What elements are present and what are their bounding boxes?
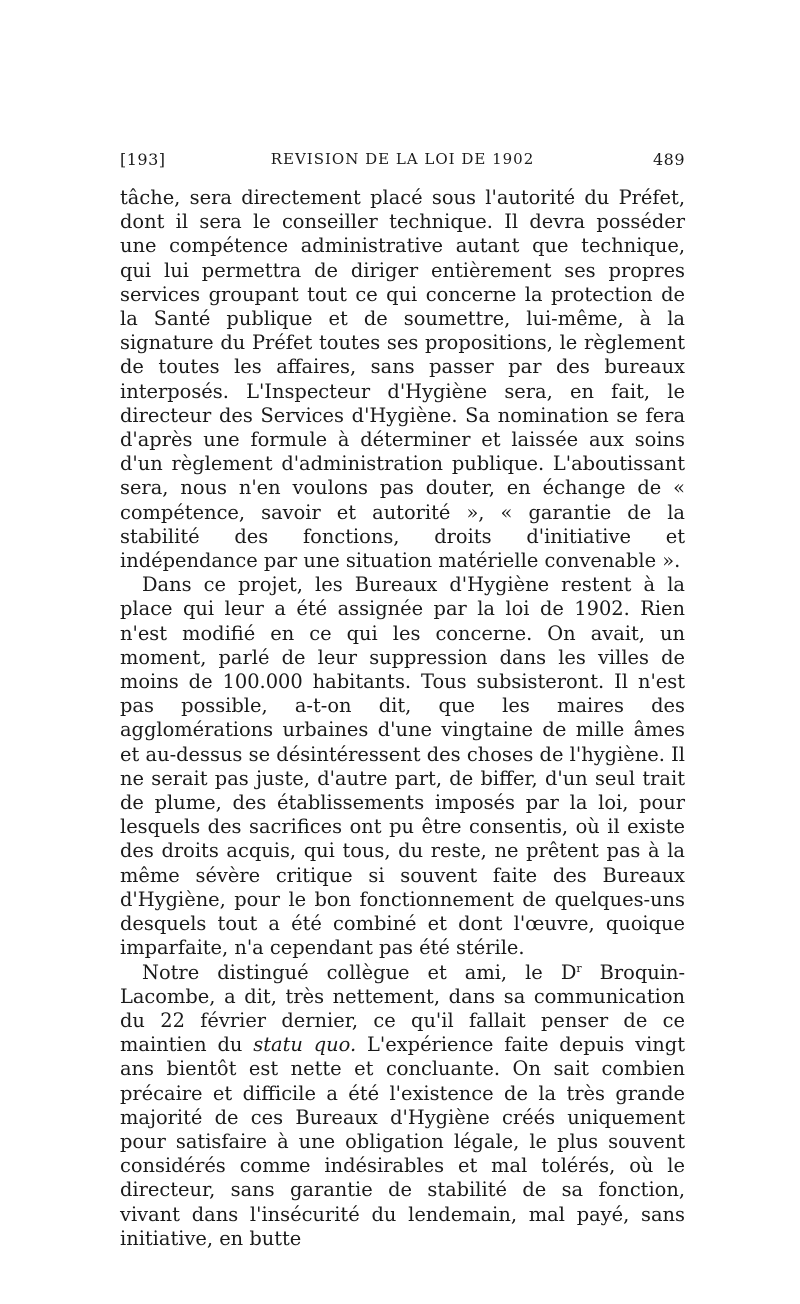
- paragraph-1: tâche, sera directement placé sous l'autorité du Préfet, dont il sera le conseiller technique. Il devra posséder une compétence administrative autant que technique, qui lui permettra de diriger entièrement ses propres services groupant tout ce qui concerne la protection de la Santé publique et de soumettre, lui-même, à la signature du Préfet toutes ses propositions, le règlement de toutes les affaires, sans passer par des bureaux interposés. L'Inspecteur d'Hygiène sera, en fait, le directeur des Services d'Hygiène. Sa nomination se fera d'après une formule à déterminer et laissée aux soins d'un règlement d'administration publique. L'aboutissant sera, nous n'en voulons pas douter, en échange de « compétence, savoir et autorité », « garantie de la stabilité des fonctions, droits d'initiative et indépendance par une situation matérielle convenable ».: [120, 186, 685, 573]
- page-number: 489: [652, 150, 685, 169]
- doctor-superscript: r: [576, 961, 582, 975]
- paragraph-3: [120, 961, 685, 1251]
- paragraph-3-part-1: Notre distingué collègue et ami, le D: [142, 960, 577, 984]
- running-title: REVISION DE LA LOI DE 1902: [270, 150, 535, 168]
- body-text: [120, 186, 685, 1251]
- paragraph-3-part-2: Broquin-Lacombe, a dit, très nettement, dans sa communication du 22 février dernier, ce qu'il fallait penser de ce maintien du: [120, 960, 686, 1057]
- book-page: [120, 150, 685, 1251]
- paragraph-3-part-3: L'expérience faite depuis vingt ans bientôt est nette et concluante. On sait combien précaire et difficile a été l'existence de la très grande majorité de ces Bureaux d'Hygiène créés uniquement pour satisfaire à une obligation légale, le plus souvent considérés comme indésirables et mal tolérés, où le directeur, sans garantie de stabilité de sa fonction, vivant dans l'insécurité du lendemain, mal payé, sans initiative, en butte: [120, 1033, 685, 1250]
- section-number: [193]: [120, 150, 166, 169]
- statu-quo-italic: statu quo.: [253, 1033, 357, 1057]
- running-head: [120, 150, 685, 180]
- paragraph-2: Dans ce projet, les Bureaux d'Hygiène restent à la place qui leur a été assignée par la loi de 1902. Rien n'est modifié en ce qui les concerne. On avait, un moment, parlé de leur suppression dans les villes de moins de 100.000 habitants. Tous subsisteront. Il n'est pas possible, a-t-on dit, que les maires des agglomérations urbaines d'une vingtaine de mille âmes et au-dessus se désintéressent des choses de l'hygiène. Il ne serait pas juste, d'autre part, de biffer, d'un seul trait de plume, des établissements imposés par la loi, pour lesquels des sacrifices ont pu être consentis, où il existe des droits acquis, qui tous, du reste, ne prêtent pas à la même sévère critique si souvent faite des Bureaux d'Hygiène, pour le bon fonctionnement de quelques-uns desquels tout a été combiné et dont l'œuvre, quoique imparfaite, n'a cependant pas été stérile.: [120, 573, 685, 960]
